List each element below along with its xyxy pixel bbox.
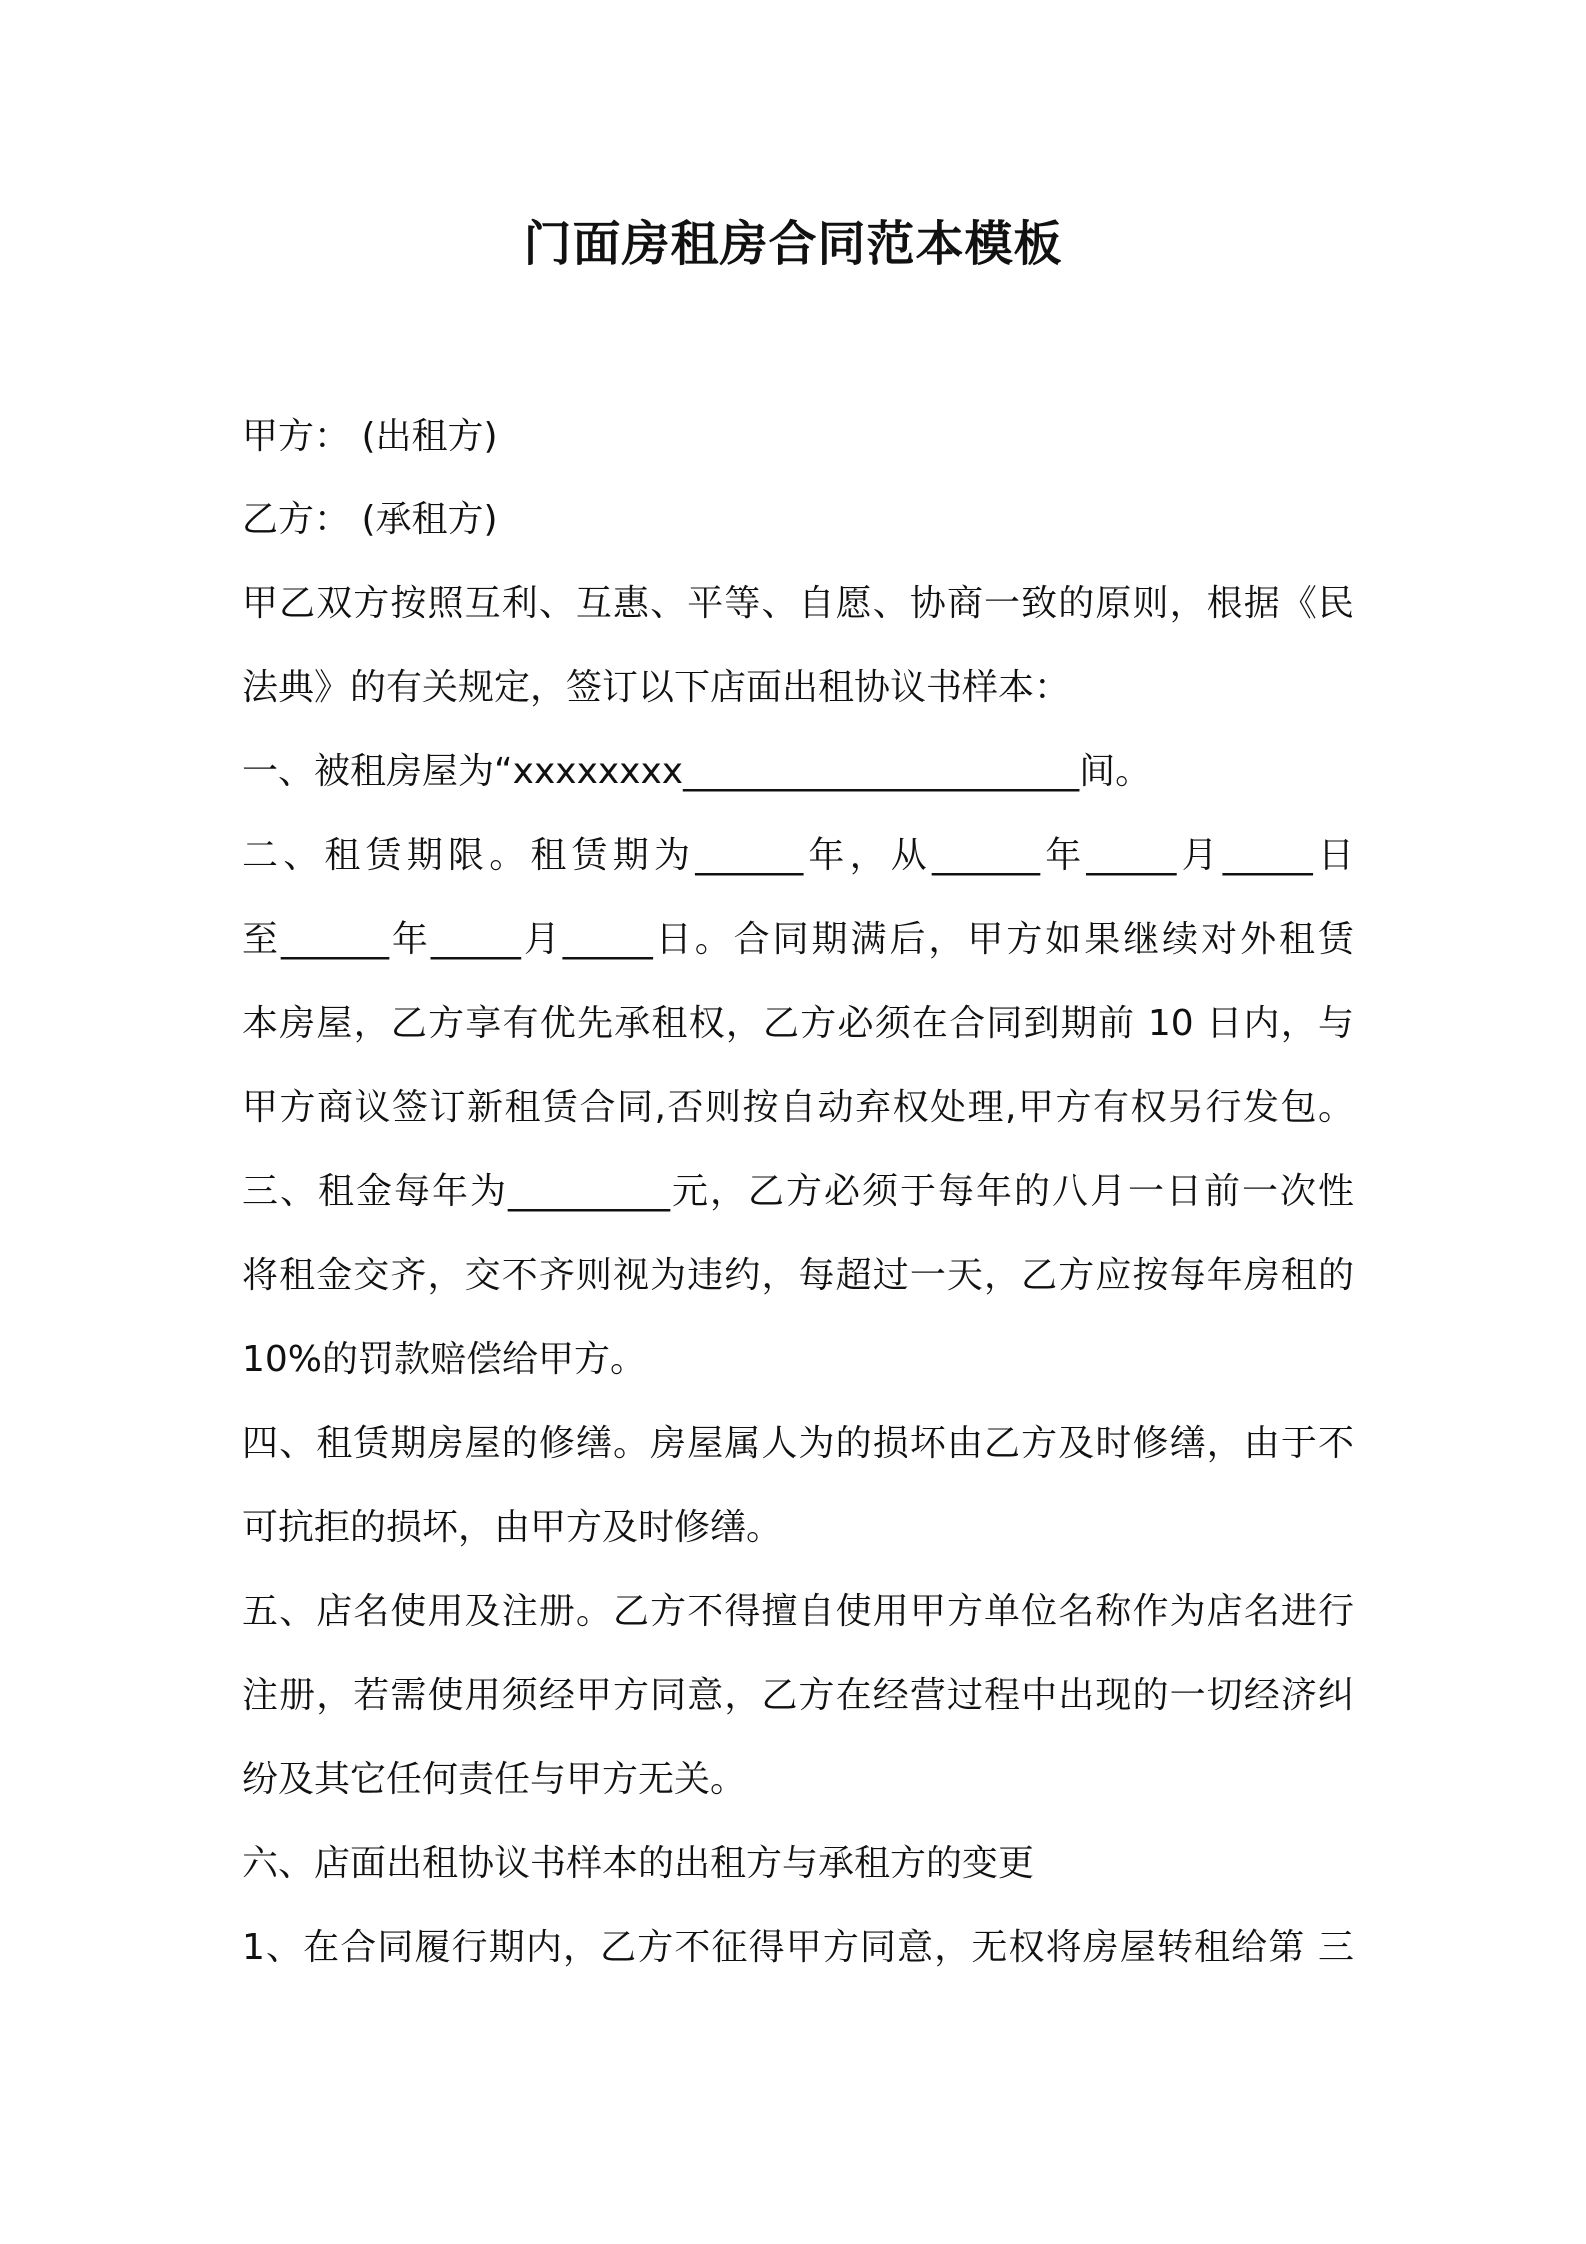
clause-6-item-1-line-1: 1、在合同履行期内，乙方不征得甲方同意，无权将房屋转租给第 三 [242, 1927, 1354, 1968]
clause-2-line-1: 二、租赁期限。租赁期为______年，从______年_____月_____日 [242, 835, 1354, 876]
preamble-line-1: 甲乙双方按照互利、互惠、平等、自愿、协商一致的原则，根据《民 [242, 583, 1354, 624]
party-a-line: 甲方： (出租方) [242, 416, 498, 457]
clause-5-line-3: 纷及其它任何责任与甲方无关。 [242, 1759, 747, 1800]
clause-6-heading: 六、店面出租协议书样本的出租方与承租方的变更 [242, 1843, 1035, 1884]
party-b-line: 乙方： (承租方) [242, 499, 498, 540]
clause-4-line-1: 四、租赁期房屋的修缮。房屋属人为的损坏由乙方及时修缮，由于不 [242, 1423, 1354, 1464]
clause-2-line-3: 本房屋，乙方享有优先承租权，乙方必须在合同到期前 10 日内，与 [242, 1003, 1354, 1044]
clause-3-line-1: 三、租金每年为_________元，乙方必须于每年的八月一日前一次性 [242, 1171, 1354, 1212]
clause-5-line-2: 注册，若需使用须经甲方同意，乙方在经营过程中出现的一切经济纠 [242, 1675, 1354, 1716]
clause-2-line-4: 甲方商议签订新租赁合同,否则按自动弃权处理,甲方有权另行发包。 [242, 1087, 1354, 1128]
clause-1-line-1: 一、被租房屋为“xxxxxxxx______________________间。 [242, 751, 1152, 792]
clause-3-line-3: 10%的罚款赔偿给甲方。 [242, 1339, 647, 1380]
clause-3-line-2: 将租金交齐，交不齐则视为违约，每超过一天，乙方应按每年房租的 [242, 1255, 1354, 1296]
clause-4-line-2: 可抗拒的损坏，由甲方及时修缮。 [242, 1507, 783, 1548]
document-title: 门面房租房合同范本模板 [523, 216, 1063, 272]
preamble-line-2: 法典》的有关规定，签订以下店面出租协议书样本： [242, 667, 1071, 708]
clause-5-line-1: 五、店名使用及注册。乙方不得擅自使用甲方单位名称作为店名进行 [242, 1591, 1354, 1632]
clause-2-line-2: 至______年_____月_____日。合同期满后，甲方如果继续对外租赁 [242, 919, 1354, 960]
